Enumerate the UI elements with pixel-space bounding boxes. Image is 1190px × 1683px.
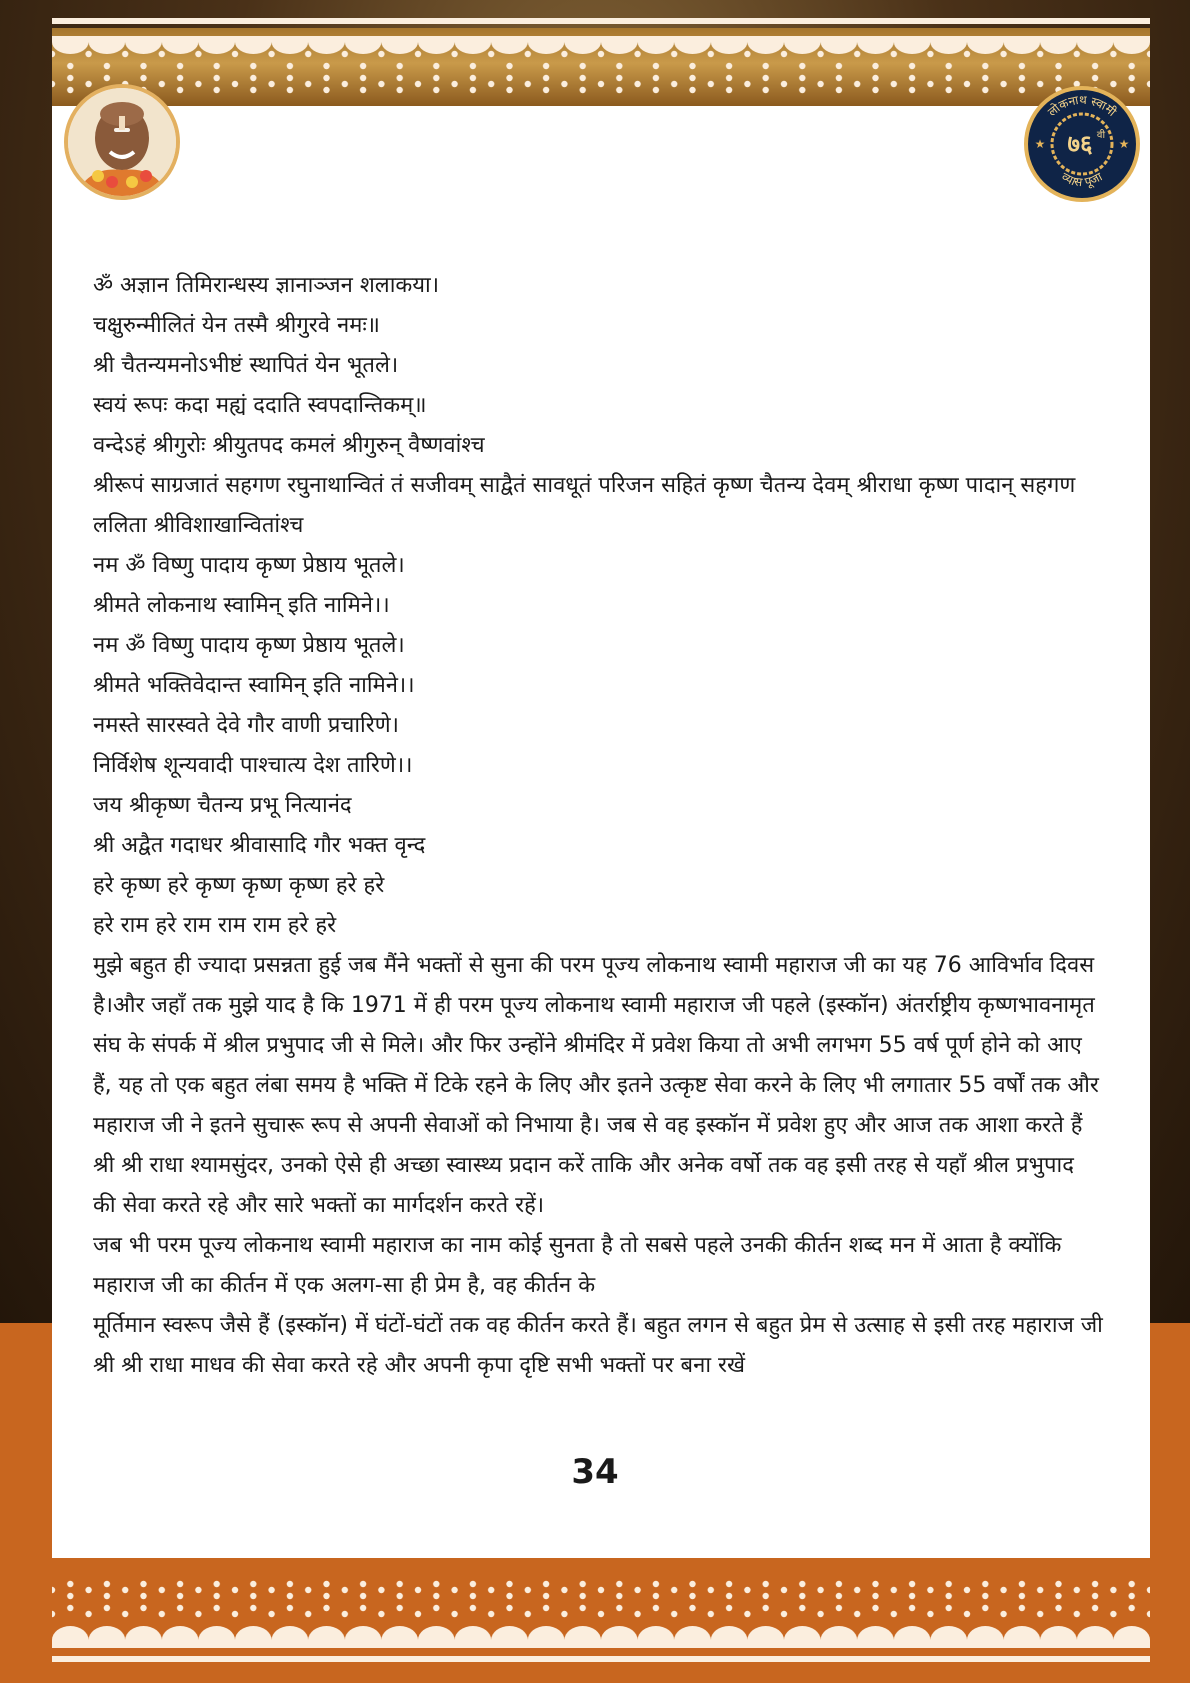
vyasa-puja-seal: [1022, 84, 1142, 204]
top-rule: [52, 18, 1150, 24]
mantra-line: श्रीमते लोकनाथ स्वामिन् इति नामिने।।: [93, 593, 390, 618]
seal-number: ७६: [1067, 130, 1093, 158]
body-paragraph: मुझे बहुत ही ज्यादा प्रसन्नता हुई जब मैंने भक्तों से सुना की परम पूज्य लोकनाथ स्वामी महाराज जी का यह 76 आविर्भाव दिवस है।और जहाँ तक मुझे याद है कि 1971 में ही परम पूज्य लोकनाथ स्वामी महाराज जी पहले (इस्कॉन) अंतर्राष्ट्रीय कृष्णभावनामृत संघ के संपर्क में श्रील प्रभुपाद जी से मिले। और फिर उन्होंने श्रीमंदिर में प्रवेश किया तो अभी लगभग 55 वर्ष पूर्ण होने को आए हैं, यह तो एक बहुत लंबा समय है भक्ति में टिके रहने के लिए और इतने उत्कृष्ट सेवा करने के लिए भी लगातार 55 वर्षों तक और महाराज जी ने इतने सुचारू रूप से अपनी सेवाओं को निभाया है। जब से वह इस्कॉन में प्रवेश हुए और आज तक आशा करते हैं श्री श्री राधा श्यामसुंदर, उनको ऐसे ही अच्छा स्वास्थ्य प्रदान करें ताकि और अनेक वर्षो तक वह इसी तरह से यहाँ श्रील प्रभुपाद की सेवा करते रहे और सारे भक्तों का मार्गदर्शन करते रहें।: [93, 953, 1099, 1218]
mantra-line: निर्विशेष शून्यवादी पाश्चात्य देश तारिणे।।: [93, 753, 413, 778]
mantra-line: स्वयं रूपः कदा मह्यं ददाति स्वपदान्तिकम्॥: [93, 393, 427, 418]
mantra-line: श्री अद्वैत गदाधर श्रीवासादि गौर भक्त वृन्द: [93, 833, 426, 858]
mantra-line: श्रीरूपं साग्रजातं सहगण रघुनाथान्वितं तं सजीवम् साद्वैतं सावधूतं परिजन सहितं कृष्ण चैतन्य देवम् श्रीराधा कृष्ण पादान् सहगण ललिता श्रीविशाखान्वितांश्च: [93, 473, 1076, 538]
page-number: 34: [571, 1452, 619, 1492]
star-icon: ★: [1034, 137, 1046, 151]
seal-suffix: वी: [1096, 130, 1106, 141]
mantra-line: श्रीमते भक्तिवेदान्त स्वामिन् इति नामिने।।: [93, 673, 415, 698]
mantra-line: नम ॐ विष्णु पादाय कृष्ण प्रेष्ठाय भूतले।: [93, 553, 405, 578]
mantra-line: हरे कृष्ण हरे कृष्ण कृष्ण कृष्ण हरे हरे: [93, 873, 385, 898]
mantra-line: जय श्रीकृष्ण चैतन्य प्रभू नित्यानंद: [93, 793, 352, 818]
mantra-line: ॐ अज्ञान तिमिरान्धस्य ज्ञानाञ्जन शलाकया।: [93, 273, 440, 298]
article-body: [93, 266, 1103, 1386]
star-icon: ★: [1118, 137, 1130, 151]
top-scallop-border: [52, 32, 1150, 106]
body-paragraph: मूर्तिमान स्वरूप जैसे हैं (इस्कॉन) में घंटों-घंटों तक वह कीर्तन करते हैं। बहुत लगन से बहुत प्रेम से उत्साह से इसी तरह महाराज जी श्री श्री राधा माधव की सेवा करते रहे और अपनी कृपा दृष्टि सभी भक्तों पर बना रखें: [93, 1313, 1103, 1378]
mantra-line: नमस्ते सारस्वते देवे गौर वाणी प्रचारिणे।: [93, 713, 399, 738]
mantra-line: श्री चैतन्यमनोऽभीष्टं स्थापितं येन भूतले।: [93, 353, 399, 378]
body-paragraph: जब भी परम पूज्य लोकनाथ स्वामी महाराज का नाम कोई सुनता है तो सबसे पहले उनकी कीर्तन शब्द मन में आता है क्योंकि महाराज जी का कीर्तन में एक अलग-सा ही प्रेम है, वह कीर्तन के: [93, 1233, 1062, 1298]
mantra-line: चक्षुरुन्मीलितं येन तस्मै श्रीगुरवे नमः॥: [93, 313, 380, 338]
seal-bottom-text: व्यास पूजा: [1059, 169, 1105, 190]
bottom-scallop-border: [52, 1578, 1150, 1658]
bottom-rule: [52, 1656, 1150, 1662]
seal-top-text: लोकनाथ स्वामी: [1045, 92, 1119, 120]
mantra-line: वन्देऽहं श्रीगुरोः श्रीयुतपद कमलं श्रीगुरुन् वैष्णवांश्च: [93, 433, 485, 458]
mantra-block: [93, 266, 1103, 946]
portrait-image: [68, 88, 176, 196]
avatar: [64, 84, 180, 200]
mantra-line: हरे राम हरे राम राम राम हरे हरे: [93, 913, 337, 938]
mantra-line: नम ॐ विष्णु पादाय कृष्ण प्रेष्ठाय भूतले।: [93, 633, 405, 658]
